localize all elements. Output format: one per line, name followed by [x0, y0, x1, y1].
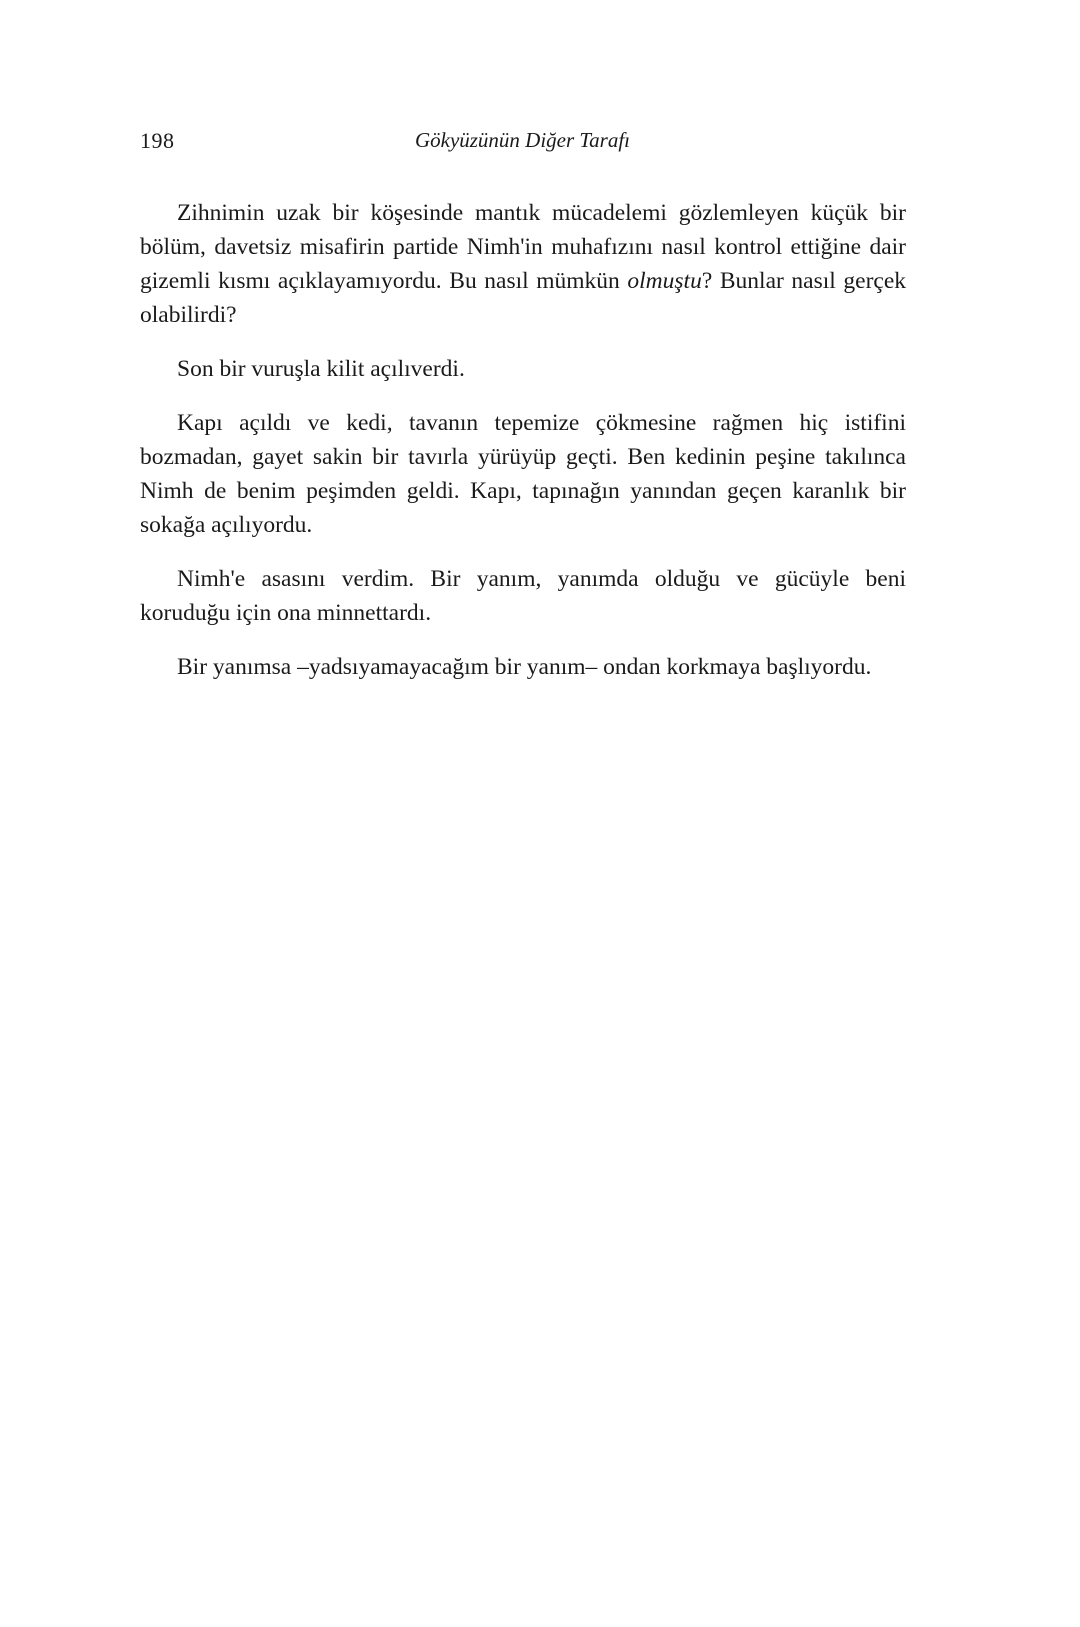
paragraph-5: Bir yanımsa –yadsıyamayacağım bir yanım– ondan korkmaya başlıyordu. [177, 654, 872, 680]
paragraph-4: Nimh'e asasını verdim. Bir yanım, yanımda olduğu ve gücüyle beni koruduğu için ona minnettardı. [140, 566, 906, 626]
page-number: 198 [140, 128, 175, 153]
running-header [140, 128, 905, 160]
book-title: Gökyüzünün Diğer Tarafı [414, 128, 631, 152]
paragraph-1-lead: Zihnimin uzak bir köşesinde mantık mücadelemi gözlemleyen küçük bir bölüm, davetsiz misafirin partide Nimh'in muhafızını nasıl kontrol ettiğine dair gizemli kısmı açıklayamıyordu. Bu nasıl mümkün [140, 200, 906, 294]
body-text [140, 196, 906, 704]
paragraph-1 [140, 196, 906, 332]
paragraph-1-italic: olmuştu [627, 268, 702, 294]
paragraph-3: Kapı açıldı ve kedi, tavanın tepemize çökmesine rağmen hiç istifini bozmadan, gayet sakin bir tavırla yürüyüp geçti. Ben kedinin peşine takılınca Nimh de benim peşimden geldi. Kapı, tapınağın yanından geçen karanlık bir sokağa açılıyordu. [140, 410, 906, 538]
paragraph-2: Son bir vuruşla kilit açılıverdi. [177, 356, 465, 382]
paragraph-1-tail: ? Bunlar nasıl gerçek olabilirdi? [140, 268, 907, 328]
